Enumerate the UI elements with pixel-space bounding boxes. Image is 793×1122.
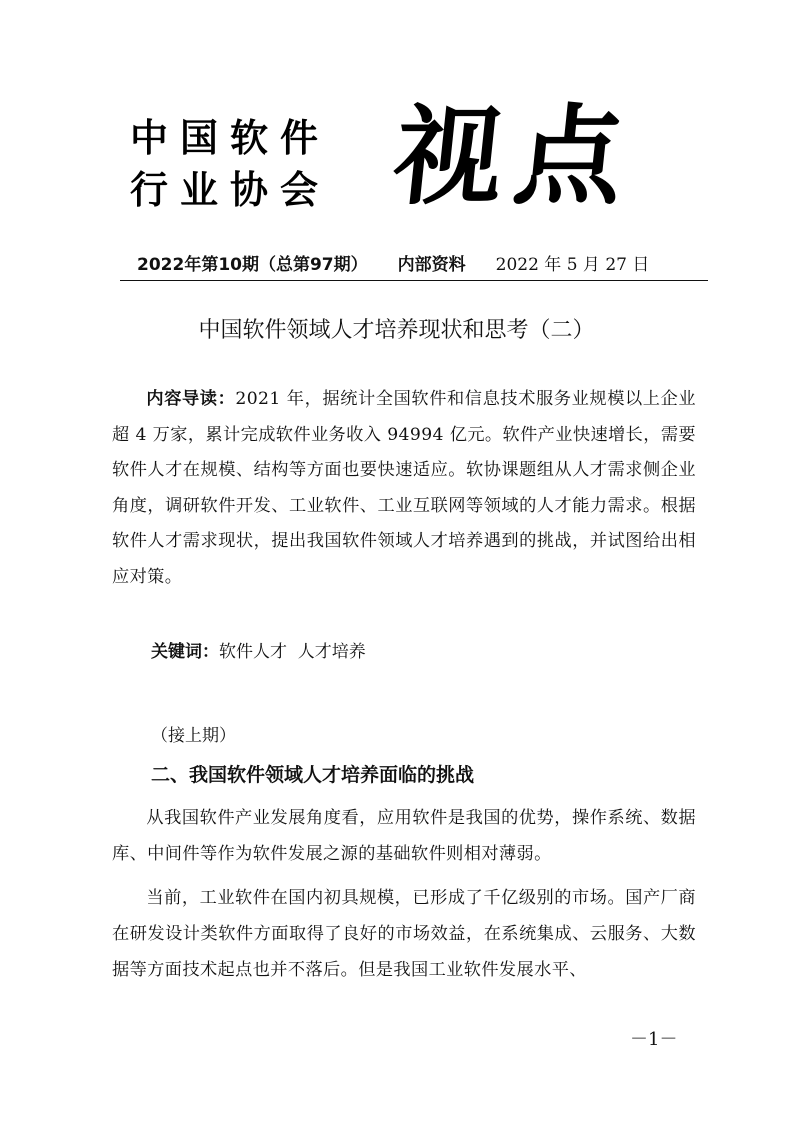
page-number: －1－ (630, 1029, 678, 1050)
issue-number: 2022年第10期（总第97期） (137, 255, 368, 275)
keywords-label: 关键词： (151, 642, 219, 662)
masthead-title: 视点 (388, 94, 642, 220)
continued-note: （接上期） (151, 726, 236, 746)
classification-label: 内部资料 (397, 255, 466, 275)
section-heading: 二、我国软件领域人才培养面临的挑战 (151, 764, 475, 786)
article-title: 中国软件领域人才培养现状和思考（二） (198, 318, 595, 343)
masthead-org-line1: 中国软件 (130, 115, 331, 160)
masthead-organization (130, 112, 330, 216)
keywords-text: 软件人才 人才培养 (219, 642, 366, 662)
issue-date: 2022 年 5 月 27 日 (495, 255, 650, 275)
issue-line (137, 250, 649, 275)
abstract-label: 内容导读： (146, 389, 236, 409)
masthead-org-line2: 行业协会 (130, 167, 331, 212)
body-paragraph: 从我国软件产业发展角度看，应用软件是我国的优势，操作系统、数据库、中间件等作为软件发展之源的基础软件则相对薄弱。 (112, 808, 696, 864)
header-divider (120, 280, 708, 281)
body-paragraph: 当前，工业软件在国内初具规模，已形成了千亿级别的市场。国产厂商在研发设计类软件方面取得了良好的市场效益，在系统集成、云服务、大数据等方面技术起点也并不落后。但是我国工业软件发展水平、 (112, 888, 696, 980)
abstract-text: 2021 年，据统计全国软件和信息技术服务业规模以上企业超 4 万家，累计完成软件业务收入 94994 亿元。软件产业快速增长，需要软件人才在规模、结构等方面也要快速适应。软协课题组从人才需求侧企业角度，调研软件开发、工业软件、工业互联网等领域的人才能力需求。根据软件人才需求现状，提出我国软件领域人才培养遇到的挑战，并试图给出相应对策。 (112, 389, 696, 587)
abstract (112, 382, 696, 595)
keywords (151, 637, 366, 662)
